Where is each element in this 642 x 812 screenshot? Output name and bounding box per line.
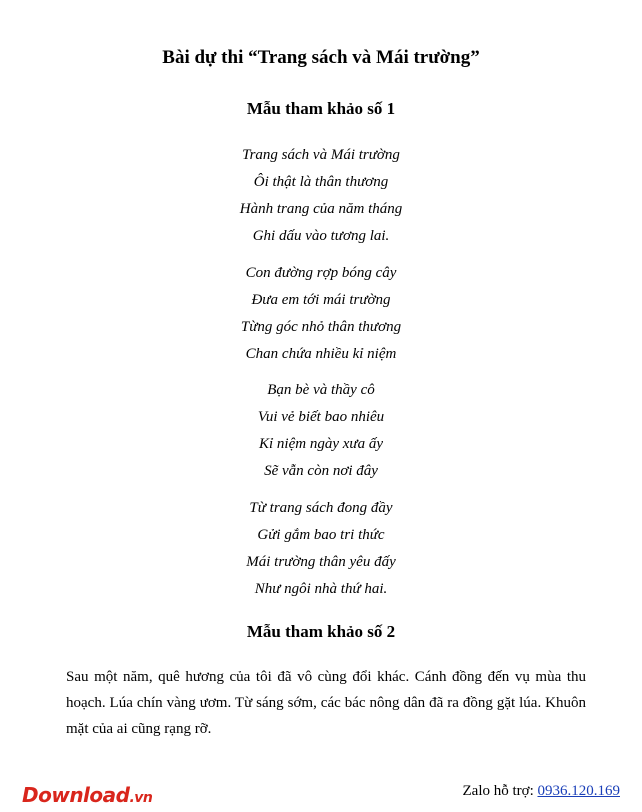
poem-line: Từ trang sách đong đầy <box>249 500 393 516</box>
poem-stanza-1 <box>0 142 642 250</box>
poem-stanza-2 <box>0 260 642 368</box>
poem-line: Gửi gắm bao tri thức <box>257 527 385 543</box>
download-logo[interactable] <box>22 783 152 807</box>
poem-line: Sẽ vẫn còn nơi đây <box>264 463 378 479</box>
logo-suffix: .vn <box>129 790 153 806</box>
poem-line: Ghi dấu vào tương lai. <box>252 228 390 244</box>
zalo-phone-link[interactable]: 0936.120.169 <box>537 783 620 799</box>
sample-2-paragraph: Sau một năm, quê hương của tôi đã vô cùng đổi khác. Cánh đồng đến vụ mùa thu hoạch. Lúa chín vàng ươm. Từ sáng sớm, các bác nông dân đã ra đồng gặt lúa. Khuôn mặt của ai cũng rạng rỡ. <box>66 669 586 737</box>
poem-line: Vui vẻ biết bao nhiêu <box>257 409 385 425</box>
zalo-label: Zalo hỗ trợ: <box>462 783 538 799</box>
poem-line: Từng góc nhỏ thân thương <box>240 319 402 335</box>
poem-line: Ôi thật là thân thương <box>253 174 389 190</box>
sample-1-heading: Mẫu tham khảo số 1 <box>246 99 396 118</box>
poem-line: Mái trường thân yêu đấy <box>246 554 396 570</box>
poem-line: Hành trang của năm tháng <box>239 201 403 217</box>
page-footer <box>0 776 642 812</box>
poem-line: Chan chứa nhiều kỉ niệm <box>245 346 397 362</box>
logo-text: Download <box>22 783 130 807</box>
poem-line: Như ngôi nhà thứ hai. <box>254 581 388 597</box>
zalo-support <box>463 783 621 800</box>
poem-line: Trang sách và Mái trường <box>242 147 400 163</box>
poem-stanza-3 <box>0 377 642 485</box>
poem-stanza-4 <box>0 495 642 603</box>
sample-2-heading: Mẫu tham khảo số 2 <box>246 622 396 641</box>
poem-line: Bạn bè và thầy cô <box>267 382 375 398</box>
poem-line: Đưa em tới mái trường <box>251 292 391 308</box>
poem-line: Con đường rợp bóng cây <box>245 265 397 281</box>
poem-line: Kỉ niệm ngày xưa ấy <box>259 436 383 452</box>
document-title: Bài dự thi “Trang sách và Mái trường” <box>162 47 480 68</box>
